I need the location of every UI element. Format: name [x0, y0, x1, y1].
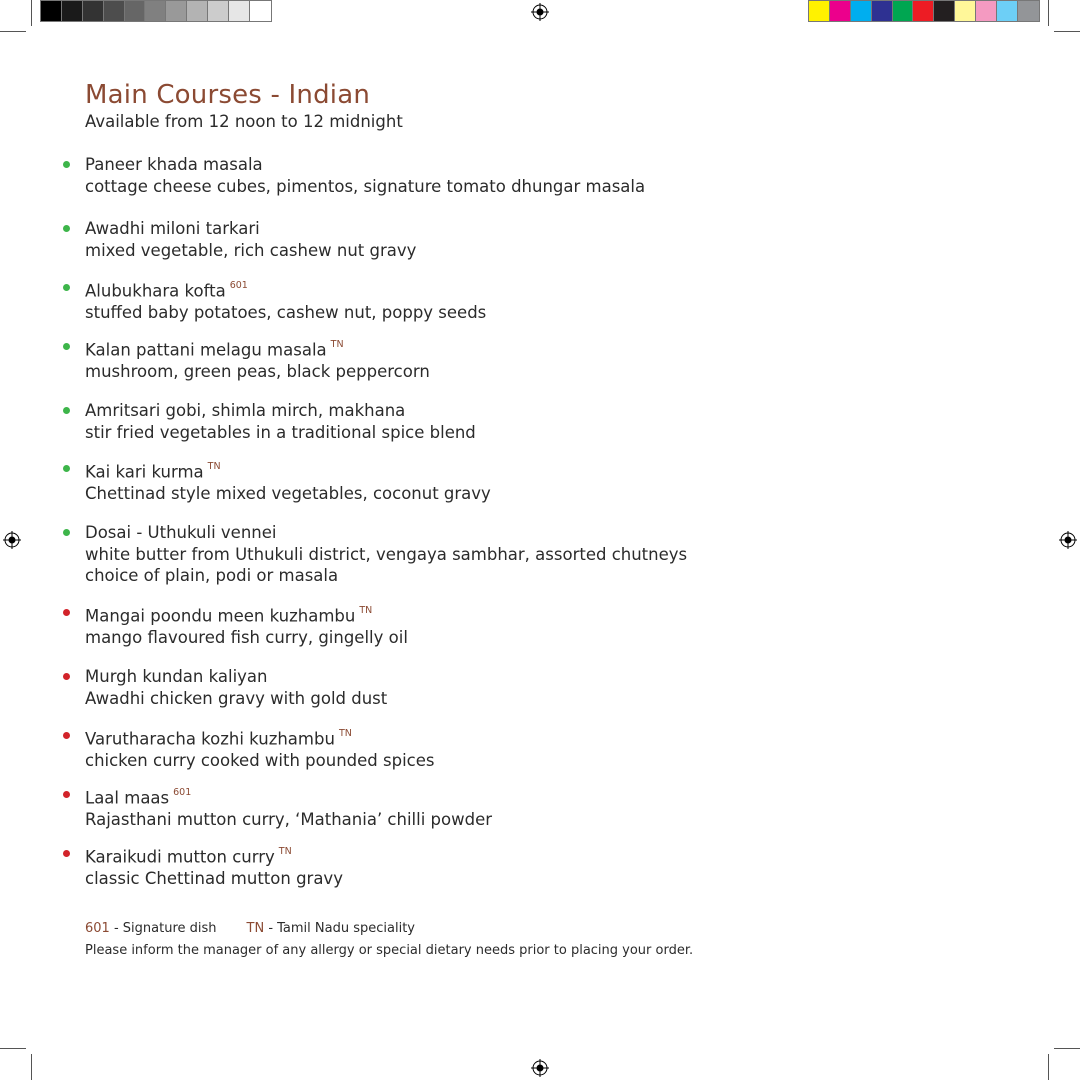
menu-item-title-line — [85, 602, 845, 627]
legend — [85, 921, 415, 936]
menu-item-title-line — [85, 400, 845, 422]
nonveg-bullet-icon — [63, 609, 70, 616]
menu-item-description: Awadhi chicken gravy with gold dust — [85, 688, 388, 708]
legend-signature-code: 601 — [85, 921, 110, 936]
menu-item-name: Varutharacha kozhi kuzhambu — [85, 729, 335, 749]
calibration-swatch — [41, 1, 62, 21]
calibration-swatch — [104, 1, 125, 21]
nonveg-bullet-icon — [63, 791, 70, 798]
veg-bullet-icon — [63, 284, 70, 291]
crop-mark — [0, 31, 26, 32]
legend-tn-text: - Tamil Nadu speciality — [264, 921, 415, 936]
menu-item-name: Paneer khada masala — [85, 155, 263, 174]
menu-item — [85, 336, 845, 383]
calibration-swatch — [1018, 1, 1039, 21]
calibration-swatch — [913, 1, 934, 21]
calibration-swatch — [997, 1, 1018, 21]
calibration-swatch — [145, 1, 166, 21]
crop-mark — [1048, 1054, 1049, 1080]
menu-item — [85, 154, 845, 197]
nonveg-bullet-icon — [63, 732, 70, 739]
menu-item — [85, 666, 845, 709]
color-calibration-bar — [808, 0, 1040, 22]
crop-mark — [31, 1054, 32, 1080]
nonveg-bullet-icon — [63, 673, 70, 680]
menu-item-tag: TN — [338, 728, 352, 739]
calibration-swatch — [62, 1, 83, 21]
menu-item — [85, 400, 845, 443]
menu-item-name: Awadhi miloni tarkari — [85, 219, 260, 238]
veg-bullet-icon — [63, 343, 70, 350]
menu-item-title-line — [85, 277, 845, 302]
registration-mark-icon — [3, 531, 21, 549]
menu-item — [85, 522, 845, 587]
calibration-swatch — [893, 1, 914, 21]
menu-item — [85, 458, 845, 505]
legend-tn-code: TN — [246, 921, 265, 936]
menu-item-description: mushroom, green peas, black peppercorn — [85, 362, 430, 381]
veg-bullet-icon — [63, 465, 70, 472]
menu-item-description: classic Chettinad mutton gravy — [85, 869, 343, 888]
menu-item-name: Murgh kundan kaliyan — [85, 667, 268, 686]
menu-item-tag: TN — [330, 339, 344, 350]
calibration-swatch — [166, 1, 187, 21]
menu-item-tag: TN — [207, 461, 221, 472]
menu-item-name: Amritsari gobi, shimla mirch, makhana — [85, 401, 406, 420]
legend-signature-text: - Signature dish — [109, 921, 217, 936]
menu-item-title-line — [85, 458, 845, 483]
crop-mark — [1054, 31, 1080, 32]
menu-item-title-line — [85, 843, 845, 868]
menu-item-description: mango flavoured fish curry, gingelly oil — [85, 628, 408, 647]
calibration-swatch — [229, 1, 250, 21]
veg-bullet-icon — [63, 407, 70, 414]
crop-mark — [0, 1048, 26, 1049]
menu-item-title-line — [85, 336, 845, 361]
calibration-swatch — [83, 1, 104, 21]
menu-item-title-line — [85, 154, 845, 176]
menu-item-tag: 601 — [229, 280, 248, 291]
page-subtitle: Available from 12 noon to 12 midnight — [85, 112, 403, 131]
menu-item-tag: 601 — [173, 787, 192, 798]
calibration-swatch — [872, 1, 893, 21]
menu-item-description: mixed vegetable, rich cashew nut gravy — [85, 240, 417, 260]
menu-item-description: choice of plain, podi or masala — [85, 566, 339, 585]
menu-item-description: stir fried vegetables in a traditional spice blend — [85, 422, 476, 442]
menu-item-title-line — [85, 725, 845, 750]
calibration-swatch — [976, 1, 997, 21]
menu-item-tag: TN — [359, 605, 373, 616]
nonveg-bullet-icon — [63, 850, 70, 857]
calibration-swatch — [208, 1, 229, 21]
calibration-swatch — [250, 1, 271, 21]
menu-item-name: Kalan pattani melagu masala — [85, 340, 327, 360]
crop-mark — [31, 0, 32, 26]
menu-item-description: white butter from Uthukuli district, vengaya sambhar, assorted chutneys — [85, 544, 688, 564]
menu-item — [85, 277, 845, 324]
crop-mark — [1048, 0, 1049, 26]
menu-item-tag: TN — [278, 846, 292, 857]
page-title: Main Courses - Indian — [85, 80, 371, 110]
menu-item-name: Alubukhara kofta — [85, 281, 226, 301]
menu-item-name: Laal maas — [85, 788, 170, 808]
menu-item — [85, 602, 845, 649]
menu-item — [85, 784, 845, 831]
menu-item — [85, 218, 845, 261]
menu-item — [85, 843, 845, 890]
menu-item-description: cottage cheese cubes, pimentos, signature tomato dhungar masala — [85, 176, 646, 196]
calibration-swatch — [125, 1, 146, 21]
menu-item-name: Kai kari kurma — [85, 462, 204, 482]
menu-item-title-line — [85, 784, 845, 809]
calibration-swatch — [187, 1, 208, 21]
menu-item-description: chicken curry cooked with pounded spices — [85, 751, 435, 770]
menu-item-name: Mangai poondu meen kuzhambu — [85, 606, 356, 626]
menu-item — [85, 725, 845, 772]
menu-item-name: Dosai - Uthukuli vennei — [85, 523, 277, 542]
veg-bullet-icon — [63, 529, 70, 536]
registration-mark-icon — [1059, 531, 1077, 549]
calibration-swatch — [955, 1, 976, 21]
crop-mark — [1054, 1048, 1080, 1049]
veg-bullet-icon — [63, 225, 70, 232]
calibration-swatch — [851, 1, 872, 21]
menu-item-name: Karaikudi mutton curry — [85, 847, 275, 867]
menu-item-description: Rajasthani mutton curry, ‘Mathania’ chilli powder — [85, 810, 493, 829]
menu-item-title-line — [85, 666, 845, 688]
menu-item-title-line — [85, 522, 845, 544]
menu-item-description: stuffed baby potatoes, cashew nut, poppy seeds — [85, 303, 487, 322]
menu-item-title-line — [85, 218, 845, 240]
calibration-swatch — [934, 1, 955, 21]
allergy-note: Please inform the manager of any allergy or special dietary needs prior to placing your order. — [85, 943, 694, 958]
veg-bullet-icon — [63, 161, 70, 168]
menu-item-description: Chettinad style mixed vegetables, coconut gravy — [85, 484, 491, 503]
calibration-swatch — [830, 1, 851, 21]
grayscale-calibration-bar — [40, 0, 272, 22]
registration-mark-icon — [531, 1059, 549, 1077]
registration-mark-icon — [531, 3, 549, 21]
calibration-swatch — [809, 1, 830, 21]
